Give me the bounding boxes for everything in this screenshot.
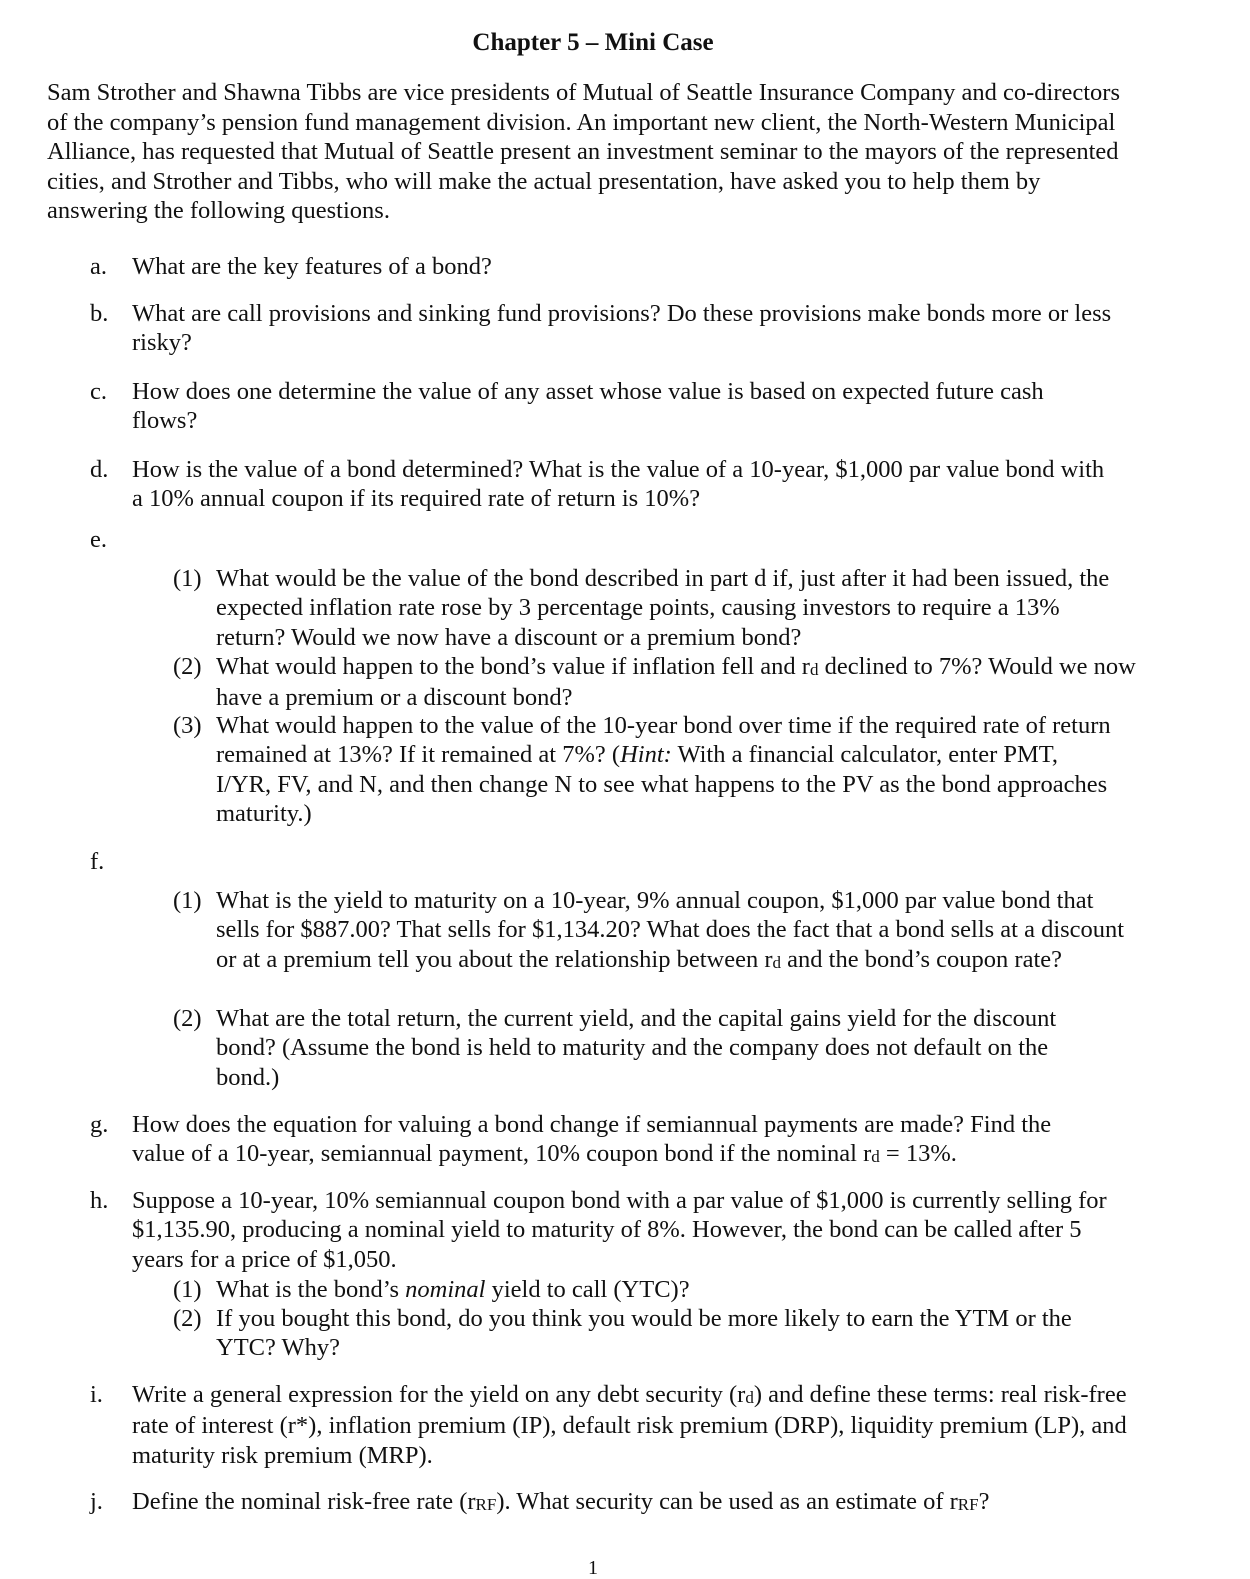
subscript-d: d — [745, 1388, 754, 1407]
subpart-number: (3) — [173, 712, 202, 739]
question-letter: f. — [90, 848, 105, 875]
question-letter: h. — [90, 1187, 109, 1214]
question-letter: i. — [90, 1381, 103, 1408]
question-text: What are the key features of a bond? — [132, 253, 492, 280]
subpart-number: (2) — [173, 653, 202, 680]
question-text: How is the value of a bond determined? What is the value of a 10-year, $1,000 par value bond with a 10% annual coupon if its required rate of return is 10%? — [132, 456, 1105, 513]
page-number: 1 — [588, 1557, 598, 1579]
text-segment: With a financial calculator, enter PMT, I/YR, FV, and N, and then change N to see what happens to the PV as the bond approaches maturity.) — [216, 741, 1108, 828]
subscript-d: d — [772, 952, 782, 972]
question-letter: j. — [90, 1488, 103, 1515]
intro-paragraph: Sam Strother and Shawna Tibbs are vice presidents of Mutual of Seattle Insurance Company and co-directors of the company’s pension fund management division. An important new client, the North-Western Municipal Alliance, has requested that Mutual of Seattle present an investment seminar to the mayors of the represented cities, and Strother and Tibbs, who will make the actual presentation, have asked you to help them by answering the following questions. — [47, 79, 1120, 225]
subpart-text — [216, 1275, 1136, 1304]
subscript-d: d — [871, 1147, 880, 1167]
subpart-text: If you bought this bond, do you think you would be more likely to earn the YTM or the YTC? Why? — [216, 1305, 1072, 1362]
question-letter: g. — [90, 1111, 109, 1138]
text-segment: ) and define these terms: real risk-free rate of interest (r*), inflation premium (IP), default risk premium (DRP), liquidity premium (LP), and maturity risk premium (MRP). — [132, 1381, 1127, 1469]
question-text: Suppose a 10-year, 10% semiannual coupon bond with a par value of $1,000 is currently selling for $1,135.90, producing a nominal yield to maturity of 8%. However, the bond can be called after 5 years for a price of $1,050. — [132, 1187, 1107, 1273]
question-text — [132, 1487, 1147, 1518]
question-text — [132, 1110, 1107, 1171]
text-segment: What would happen to the bond’s value if inflation fell and r — [216, 653, 810, 680]
text-segment: = 13%. — [879, 1140, 957, 1168]
subscript-rf: RF — [957, 1495, 979, 1514]
text-segment: What is the yield to maturity on a 10-year, 9% annual coupon, $1,000 par value bond that sells for $887.00? That sells for $1,134.20? What does the fact that a bond sells at a discount or at a premium tell you about the relationship between r — [216, 887, 1125, 973]
text-segment: ). What security can be used as an estimate of r — [496, 1488, 958, 1515]
subscript-d: d — [809, 660, 819, 679]
subpart-number: (1) — [173, 565, 202, 592]
question-text: What are call provisions and sinking fund provisions? Do these provisions make bonds more or less risky? — [132, 300, 1112, 357]
question-text: How does one determine the value of any asset whose value is based on expected future cash flows? — [132, 378, 1044, 435]
subpart-text — [216, 711, 1116, 829]
subpart-number: (2) — [173, 1005, 202, 1032]
text-segment: How does the equation for valuing a bond change if semiannual payments are made? Find the value of a 10-year, semiannual payment, 10% coupon bond if the nominal r — [132, 1111, 1052, 1168]
question-text — [132, 1380, 1147, 1470]
text-segment: ? — [978, 1488, 990, 1515]
text-segment: declined to 7%? Would we now have a premium or a discount bond? — [216, 653, 1136, 712]
question-letter: d. — [90, 456, 109, 483]
text-segment: yield to call (YTC)? — [485, 1276, 690, 1303]
text-segment: What would happen to the value of the 10-year bond over time if the required rate of return remained at 13%? If it remained at 7%? ( — [216, 712, 1111, 769]
subpart-text: What would be the value of the bond described in part d if, just after it had been issued, the expected inflation rate rose by 3 percentage points, causing investors to require a 13% return? Would we now have a discount or a premium bond? — [216, 565, 1110, 651]
subpart-text — [216, 886, 1136, 976]
question-letter: c. — [90, 378, 107, 405]
subpart-text — [216, 652, 1146, 713]
question-letter: e. — [90, 526, 107, 553]
subscript-rf: RF — [475, 1495, 497, 1514]
chapter-title: Chapter 5 – Mini Case — [472, 29, 714, 56]
text-segment: Define the nominal risk-free rate (r — [132, 1488, 476, 1515]
subpart-number: (1) — [173, 887, 202, 914]
subpart-number: (1) — [173, 1276, 202, 1303]
text-segment: and the bond’s coupon rate? — [781, 945, 1063, 973]
text-segment: Write a general expression for the yield on any debt security (r — [132, 1381, 746, 1408]
question-letter: a. — [90, 253, 107, 280]
subpart-number: (2) — [173, 1305, 202, 1332]
question-letter: b. — [90, 300, 109, 327]
italic-word: nominal — [405, 1276, 486, 1303]
subpart-text: What are the total return, the current yield, and the capital gains yield for the discount bond? (Assume the bond is held to maturity and the company does not default on the bond.) — [216, 1005, 1057, 1091]
hint-label: Hint: — [620, 741, 672, 769]
text-segment: What is the bond’s — [216, 1276, 406, 1303]
